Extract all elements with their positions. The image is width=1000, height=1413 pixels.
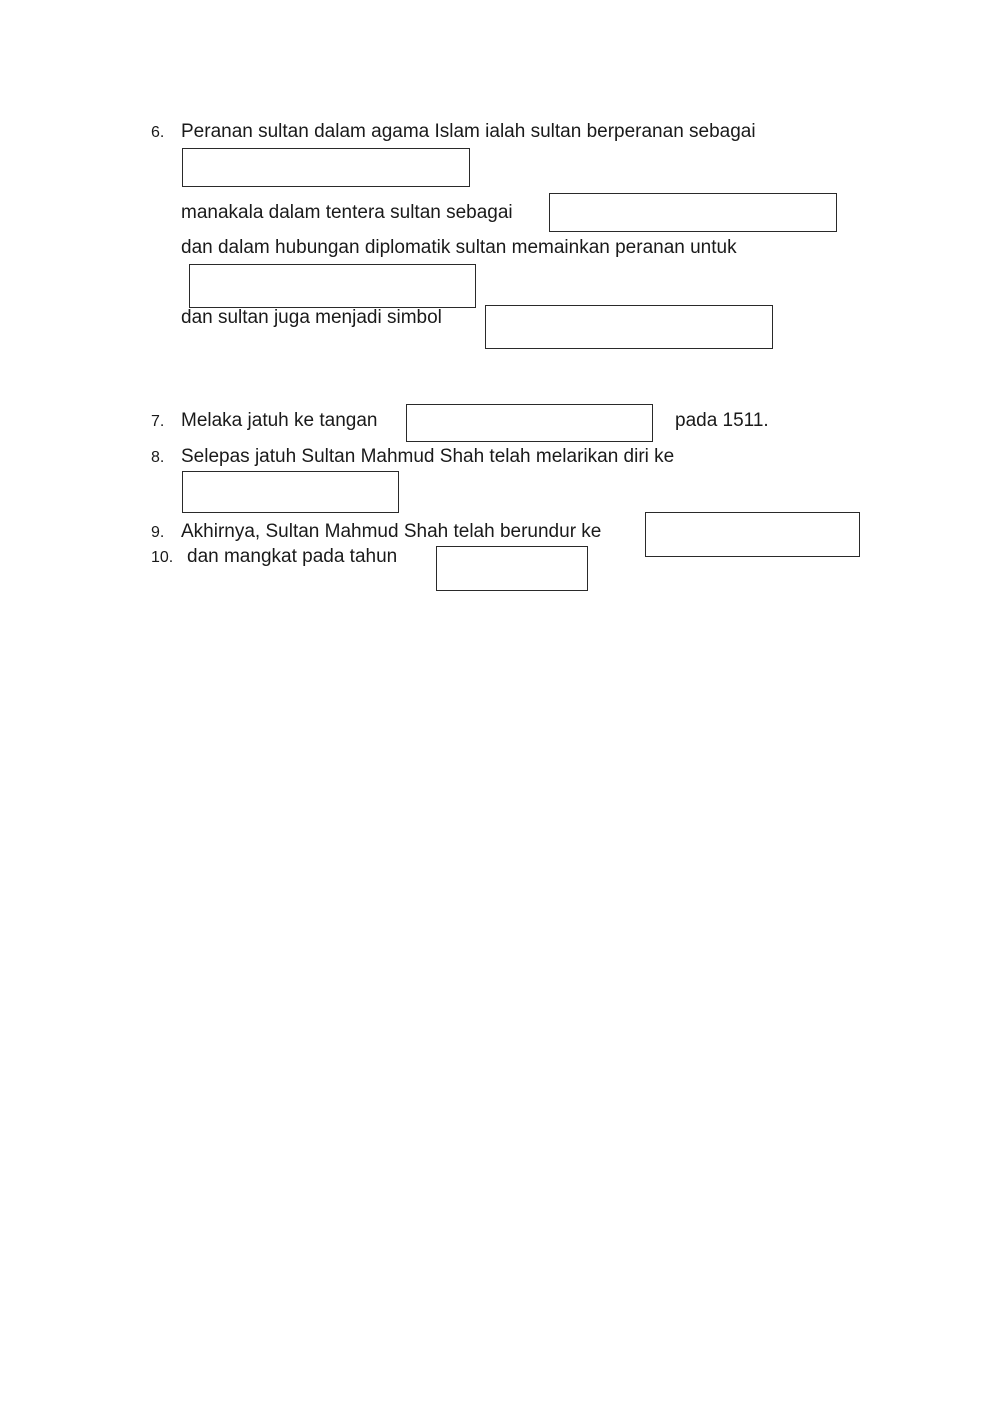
q8-number: 8. — [151, 449, 165, 466]
q7-text-before: Melaka jatuh ke tangan — [181, 410, 378, 431]
q6-line3: dan dalam hubungan diplomatik sultan memainkan peranan untuk — [181, 237, 737, 258]
q6-line2: manakala dalam tentera sultan sebagai — [181, 202, 513, 223]
q6-religion-answer-field[interactable] — [182, 148, 470, 187]
q7-text-after: pada 1511. — [675, 410, 769, 431]
q6-line4: dan sultan juga menjadi simbol — [181, 307, 442, 328]
q9-text: Akhirnya, Sultan Mahmud Shah telah berundur ke — [181, 521, 602, 542]
q10-answer-field[interactable] — [436, 546, 588, 591]
q6-line1: Peranan sultan dalam agama Islam ialah sultan berperanan sebagai — [181, 121, 756, 142]
q6-symbol-answer-field[interactable] — [485, 305, 773, 349]
q6-number: 6. — [151, 124, 165, 141]
q9-answer-field[interactable] — [645, 512, 860, 557]
q8-answer-field[interactable] — [182, 471, 399, 513]
q9-number: 9. — [151, 524, 165, 541]
q7-number: 7. — [151, 413, 165, 430]
q6-military-answer-field[interactable] — [549, 193, 837, 232]
q6-diplomacy-answer-field[interactable] — [189, 264, 476, 308]
q8-text: Selepas jatuh Sultan Mahmud Shah telah melarikan diri ke — [181, 446, 675, 467]
q7-answer-field[interactable] — [406, 404, 653, 442]
q10-number: 10. — [151, 549, 174, 566]
q10-text: dan mangkat pada tahun — [187, 546, 398, 567]
